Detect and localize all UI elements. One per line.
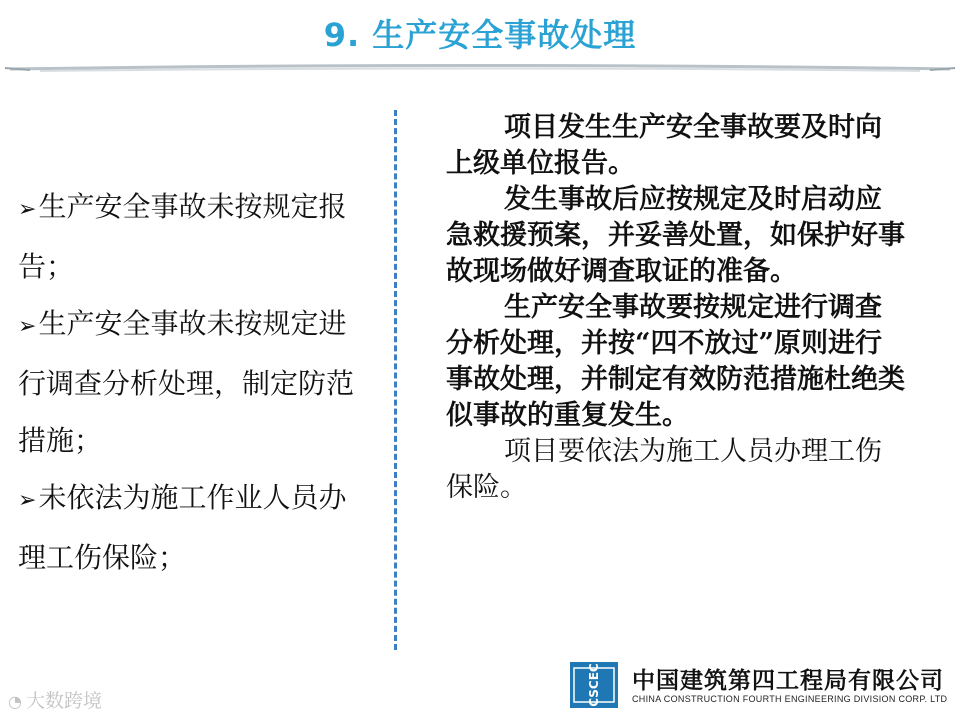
column-divider [394, 110, 397, 650]
requirements-text [446, 110, 906, 506]
violations-list [18, 178, 374, 586]
cscec-logo-icon [570, 662, 618, 708]
company-name-en: CHINA CONSTRUCTION FOURTH ENGINEERING DIVISION CORP. LTD [632, 694, 948, 704]
arrow-bullet-icon: ➢ [18, 197, 37, 222]
watermark-icon: ◔ [8, 692, 22, 711]
arrow-bullet-icon: ➢ [18, 488, 37, 513]
list-item-text: 生产安全事故未按规定进行调查分析处理，制定防范措施； [18, 307, 355, 457]
logo-text: CSCEC [587, 663, 601, 707]
watermark [8, 686, 102, 713]
arrow-bullet-icon: ➢ [18, 314, 37, 339]
title-underline [0, 58, 960, 78]
list-item-text: 生产安全事故未按规定报告； [18, 190, 347, 283]
paragraph: 项目要依法为施工人员办理工伤保险。 [446, 436, 882, 503]
list-item [18, 178, 374, 295]
cscec-logo [570, 662, 618, 708]
list-item-text: 未依法为施工作业人员办理工伤保险； [18, 481, 347, 574]
list-item [18, 295, 374, 469]
paragraph: 发生事故后应按规定及时启动应急救援预案，并妥善处置，如保护好事故现场做好调查取证的准备。 [446, 184, 905, 287]
list-item [18, 469, 374, 586]
watermark-text: 大数跨境 [25, 690, 102, 712]
slide-title: 9. 生产安全事故处理 [323, 16, 637, 54]
company-name-cn: 中国建筑第四工程局有限公司 [632, 668, 944, 694]
paragraph: 生产安全事故要按规定进行调查分析处理，并按“四不放过”原则进行事故处理，并制定有效防范措施杜绝类似事故的重复发生。 [446, 292, 905, 431]
paragraph: 项目发生生产安全事故要及时向上级单位报告。 [446, 112, 882, 179]
